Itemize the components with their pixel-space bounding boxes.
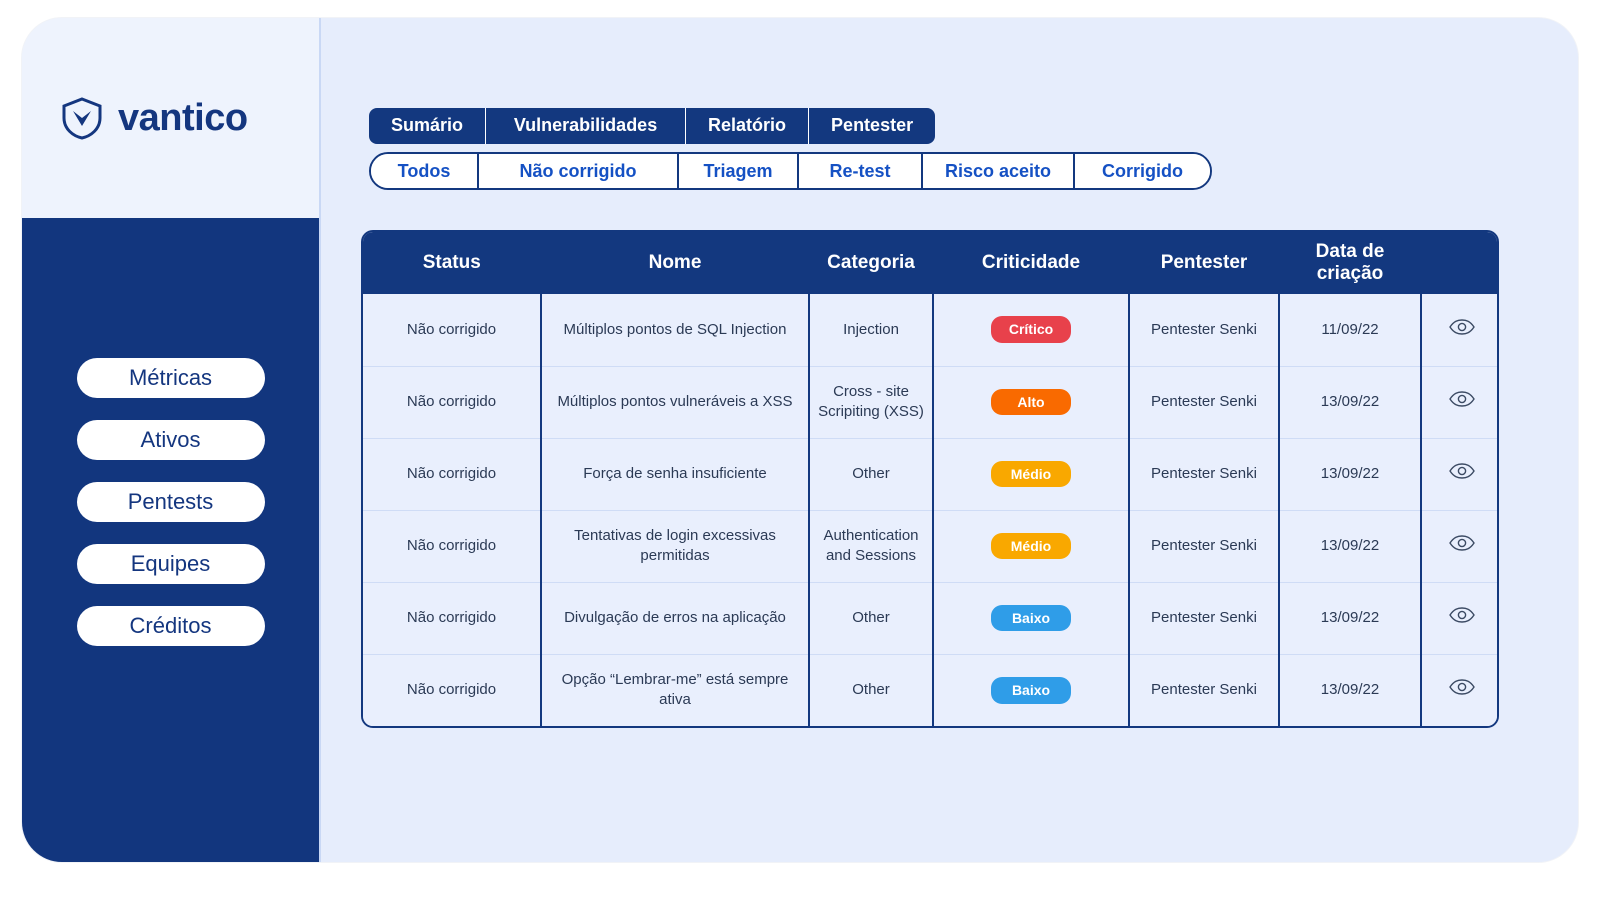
column-header-pentester[interactable]: Pentester bbox=[1129, 232, 1279, 294]
cell-criticidade bbox=[933, 654, 1129, 726]
tab-relatorio[interactable]: Relatório bbox=[686, 108, 809, 144]
eye-icon[interactable] bbox=[1449, 679, 1475, 701]
status-badge: Baixo bbox=[991, 677, 1071, 704]
tab-vulnerabilidades[interactable]: Vulnerabilidades bbox=[486, 108, 686, 144]
cell-data: 13/09/22 bbox=[1279, 582, 1421, 654]
cell-pentester: Pentester Senki bbox=[1129, 438, 1279, 510]
column-header-nome[interactable]: Nome bbox=[541, 232, 809, 294]
status-badge: Médio bbox=[991, 461, 1071, 488]
eye-icon[interactable] bbox=[1449, 391, 1475, 413]
column-header-actions bbox=[1421, 232, 1499, 294]
cell-pentester: Pentester Senki bbox=[1129, 510, 1279, 582]
column-header-data-criacao[interactable]: Data de criação bbox=[1279, 232, 1421, 294]
table-row[interactable] bbox=[363, 654, 1499, 726]
table-row[interactable] bbox=[363, 294, 1499, 366]
brand-logo bbox=[22, 18, 319, 218]
filter-risco-aceito[interactable]: Risco aceito bbox=[923, 154, 1075, 188]
cell-action bbox=[1421, 438, 1499, 510]
cell-pentester: Pentester Senki bbox=[1129, 654, 1279, 726]
cell-status: Não corrigido bbox=[363, 654, 541, 726]
cell-data: 13/09/22 bbox=[1279, 510, 1421, 582]
filter-todos[interactable]: Todos bbox=[371, 154, 479, 188]
status-filter-bar bbox=[369, 152, 1212, 190]
cell-nome: Múltiplos pontos vulneráveis a XSS bbox=[541, 366, 809, 438]
sidebar bbox=[22, 18, 319, 862]
table-header-row bbox=[363, 232, 1499, 294]
cell-status: Não corrigido bbox=[363, 510, 541, 582]
cell-data: 13/09/22 bbox=[1279, 438, 1421, 510]
tab-bar bbox=[369, 108, 935, 144]
cell-action bbox=[1421, 366, 1499, 438]
main-content bbox=[319, 18, 1578, 862]
status-badge: Médio bbox=[991, 533, 1071, 560]
sidebar-item-metricas[interactable]: Métricas bbox=[77, 358, 265, 398]
eye-icon[interactable] bbox=[1449, 535, 1475, 557]
cell-nome: Opção “Lembrar-me” está sempre ativa bbox=[541, 654, 809, 726]
tab-pentester[interactable]: Pentester bbox=[809, 108, 935, 144]
cell-categoria: Injection bbox=[809, 294, 933, 366]
cell-action bbox=[1421, 654, 1499, 726]
cell-categoria: Other bbox=[809, 582, 933, 654]
filter-re-test[interactable]: Re-test bbox=[799, 154, 923, 188]
cell-action bbox=[1421, 510, 1499, 582]
cell-status: Não corrigido bbox=[363, 438, 541, 510]
status-badge: Crítico bbox=[991, 316, 1071, 343]
cell-data: 13/09/22 bbox=[1279, 366, 1421, 438]
column-header-status[interactable]: Status bbox=[363, 232, 541, 294]
app-window bbox=[22, 18, 1578, 862]
cell-nome: Tentativas de login excessivas permitidas bbox=[541, 510, 809, 582]
column-header-criticidade[interactable]: Criticidade bbox=[933, 232, 1129, 294]
cell-data: 11/09/22 bbox=[1279, 294, 1421, 366]
cell-criticidade bbox=[933, 294, 1129, 366]
cell-criticidade bbox=[933, 582, 1129, 654]
cell-status: Não corrigido bbox=[363, 366, 541, 438]
cell-categoria: Cross - site Scripiting (XSS) bbox=[809, 366, 933, 438]
cell-status: Não corrigido bbox=[363, 582, 541, 654]
table-row[interactable] bbox=[363, 582, 1499, 654]
vulnerabilities-table bbox=[361, 230, 1499, 728]
filter-corrigido[interactable]: Corrigido bbox=[1075, 154, 1210, 188]
brand-name: vantico bbox=[118, 96, 248, 139]
cell-pentester: Pentester Senki bbox=[1129, 294, 1279, 366]
tab-sumario[interactable]: Sumário bbox=[369, 108, 486, 144]
sidebar-item-equipes[interactable]: Equipes bbox=[77, 544, 265, 584]
filter-nao-corrigido[interactable]: Não corrigido bbox=[479, 154, 679, 188]
sidebar-item-pentests[interactable]: Pentests bbox=[77, 482, 265, 522]
table-row[interactable] bbox=[363, 438, 1499, 510]
cell-criticidade bbox=[933, 366, 1129, 438]
cell-nome: Força de senha insuficiente bbox=[541, 438, 809, 510]
cell-data: 13/09/22 bbox=[1279, 654, 1421, 726]
column-header-categoria[interactable]: Categoria bbox=[809, 232, 933, 294]
cell-categoria: Other bbox=[809, 438, 933, 510]
eye-icon[interactable] bbox=[1449, 319, 1475, 341]
cell-action bbox=[1421, 582, 1499, 654]
cell-pentester: Pentester Senki bbox=[1129, 582, 1279, 654]
filter-triagem[interactable]: Triagem bbox=[679, 154, 799, 188]
sidebar-item-ativos[interactable]: Ativos bbox=[77, 420, 265, 460]
cell-nome: Divulgação de erros na aplicação bbox=[541, 582, 809, 654]
vantico-shield-logo-icon bbox=[60, 96, 104, 140]
eye-icon[interactable] bbox=[1449, 463, 1475, 485]
cell-pentester: Pentester Senki bbox=[1129, 366, 1279, 438]
status-badge: Baixo bbox=[991, 605, 1071, 632]
cell-action bbox=[1421, 294, 1499, 366]
status-badge: Alto bbox=[991, 389, 1071, 416]
cell-categoria: Authentication and Sessions bbox=[809, 510, 933, 582]
cell-criticidade bbox=[933, 438, 1129, 510]
cell-categoria: Other bbox=[809, 654, 933, 726]
cell-status: Não corrigido bbox=[363, 294, 541, 366]
table-row[interactable] bbox=[363, 510, 1499, 582]
eye-icon[interactable] bbox=[1449, 607, 1475, 629]
sidebar-item-creditos[interactable]: Créditos bbox=[77, 606, 265, 646]
table-row[interactable] bbox=[363, 366, 1499, 438]
sidebar-nav bbox=[22, 218, 319, 862]
cell-nome: Múltiplos pontos de SQL Injection bbox=[541, 294, 809, 366]
cell-criticidade bbox=[933, 510, 1129, 582]
